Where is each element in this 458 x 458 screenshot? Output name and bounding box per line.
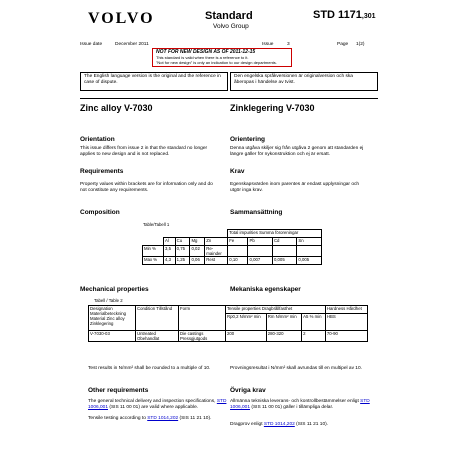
- table-cell: [272, 246, 296, 257]
- tensile-text-en-2: (SIS 11 21 10).: [179, 416, 212, 421]
- page-number: 1(2): [356, 42, 365, 47]
- table-2-label: Tabell / Table 2: [94, 298, 123, 303]
- table-row: [143, 230, 322, 238]
- composition-heading-sv: Sammansättning: [230, 209, 283, 216]
- std-1014-link-sv[interactable]: STD 1014,202: [263, 422, 295, 427]
- header-form: Form: [179, 306, 226, 331]
- table-cell: 0,005: [272, 257, 296, 265]
- std-1014-link[interactable]: STD 1014,202: [147, 416, 179, 421]
- composition-table: [142, 229, 322, 265]
- other-text-en-2: (SIS 11 00 01) are valid where applicable.: [109, 405, 199, 410]
- table-cell: 0,02: [190, 246, 205, 257]
- mechanical-heading-sv: Mekaniska egenskaper: [230, 286, 301, 293]
- subheader-rm: Rm N/mm² min: [266, 314, 301, 331]
- mechanical-table: [88, 305, 368, 342]
- subheader-hbs: HBS: [325, 314, 367, 331]
- column-header: Mg: [190, 238, 205, 246]
- warning-line-2: "Not for new design" is only an indication to our design departments.: [156, 60, 277, 65]
- header-condition: Condition Tillstånd: [136, 306, 179, 331]
- volvo-logo: VOLVO: [88, 10, 155, 27]
- column-header: Cd: [272, 238, 296, 246]
- table-cell: [175, 230, 190, 238]
- header-tensile: Tensile properties Dragbrållfasthet: [226, 306, 326, 314]
- title-sv: Zinklegering V-7030: [230, 103, 315, 113]
- std-number: [313, 9, 376, 21]
- table-cell: 3,5: [163, 246, 175, 257]
- other-text-sv: [230, 399, 370, 411]
- table-cell: V-7030-03: [89, 331, 136, 342]
- rounding-text-sv: Provningsresultat i N/mm² skall avrundas till en multipel av 10.: [230, 366, 362, 371]
- language-note-en: The English language version is the original and the reference in case of dispute.: [80, 72, 228, 91]
- orientation-heading-sv: Orientering: [230, 136, 266, 143]
- table-cell: 4,3: [163, 257, 175, 265]
- table-cell: [143, 230, 164, 238]
- requirements-heading-en: Requirements: [80, 168, 124, 175]
- header-hardness: Hardness Hårdhet: [325, 306, 367, 314]
- table-cell: 0,75: [175, 246, 190, 257]
- column-header: Pb: [248, 238, 272, 246]
- issue-label: Issue: [262, 42, 274, 47]
- language-note-sv: Den engelska språkversionen är originalversion och ska åberopas i händelse av tvist.: [230, 72, 378, 91]
- column-header: Zn: [205, 238, 228, 246]
- column-header: Sn: [297, 238, 322, 246]
- other-text-sv-1: Allmänna tekniska leverans- och kontrollbestämmelser enligt: [230, 399, 359, 404]
- table-row: [89, 331, 368, 342]
- tensile-text-sv: [230, 422, 370, 428]
- other-text-en-1: The general technical delivery and inspection specifications,: [88, 399, 216, 404]
- table-cell: [297, 246, 322, 257]
- table-cell: [205, 230, 228, 238]
- table-1-label: Table/Tabell 1: [143, 222, 170, 227]
- page-label: Page: [337, 42, 349, 47]
- table-row: [89, 306, 368, 314]
- subheader-rp02: Rp0,2 N/mm² min: [226, 314, 267, 331]
- table-cell: [143, 238, 164, 246]
- requirements-text-sv: Egenskapsvärden inom parentes är endast upplysningar och utgör inga krav.: [230, 182, 360, 193]
- row-label: Min %: [143, 246, 164, 257]
- table-cell: Die castings Pressgjutgods: [179, 331, 226, 342]
- orientation-heading-en: Orientation: [80, 136, 115, 143]
- table-cell: 2: [302, 331, 326, 342]
- table-cell: 1,25: [175, 257, 190, 265]
- requirements-text-en: Property values within brackets are for information only and do not constitute any requirements.: [80, 182, 213, 193]
- table-cell: [228, 246, 248, 257]
- column-header: Al: [163, 238, 175, 246]
- table-cell: 0,007: [248, 257, 272, 265]
- other-heading-sv: Övriga krav: [230, 387, 266, 394]
- warning-line-1: This standard is valid when there is a reference to it.: [156, 55, 249, 60]
- impurities-header: Total impurities Summa föroreningar: [228, 230, 322, 238]
- rounding-text-en: Test results in N/mm² shall be rounded to a multiple of 10.: [88, 366, 211, 371]
- table-row: [143, 238, 322, 246]
- table-row: [143, 246, 322, 257]
- row-label: Max %: [143, 257, 164, 265]
- divider: [80, 98, 378, 99]
- table-cell: Re-mainder: [205, 246, 228, 257]
- table-cell: 0,005: [297, 257, 322, 265]
- table-row: [143, 257, 322, 265]
- table-cell: 0,06: [190, 257, 205, 265]
- other-text-sv-2: (SIS 11 00 01) gäller i tillämpliga delar.: [251, 405, 334, 410]
- table-cell: 200: [226, 331, 267, 342]
- warning-title: NOT FOR NEW DESIGN AS OF 2011-12-15: [156, 49, 256, 55]
- doc-type: Standard: [205, 10, 253, 22]
- composition-heading-en: Composition: [80, 209, 120, 216]
- subheader-a5: A5 % min: [302, 314, 326, 331]
- issue-number: 3: [287, 42, 290, 47]
- table-cell: Untreated Obehandlat: [136, 331, 179, 342]
- column-header: Cu: [175, 238, 190, 246]
- not-for-new-design-box: [152, 48, 292, 67]
- std-1006-link-sv[interactable]: STD 1006,001: [230, 399, 370, 410]
- title-en: Zinc alloy V-7030: [80, 103, 153, 113]
- column-header: Fe: [228, 238, 248, 246]
- table-cell: Rest: [205, 257, 228, 265]
- table-cell: 0,10: [228, 257, 248, 265]
- std-1006-link[interactable]: STD 1006,001: [88, 399, 227, 410]
- tensile-text-sv-2: (SIS 11 21 10).: [296, 422, 329, 427]
- table-cell: [248, 246, 272, 257]
- requirements-heading-sv: Krav: [230, 168, 245, 175]
- mechanical-heading-en: Mechanical properties: [80, 286, 149, 293]
- issue-date-label: Issue date: [80, 42, 103, 47]
- std-number-main: STD 1171: [313, 9, 362, 21]
- orientation-text-en: This issue differs from issue 2 in that the standard no longer applies to new design and is not replaced.: [80, 146, 208, 157]
- header-designation: Designation Materialbeteckning Material Zinc alloy Zinklegering: [89, 306, 136, 331]
- tensile-text-en: [88, 416, 228, 422]
- table-cell: [163, 230, 175, 238]
- table-cell: [190, 230, 205, 238]
- other-heading-en: Other requirements: [88, 387, 149, 394]
- table-cell: 70-90: [325, 331, 367, 342]
- issue-date: December 2011: [115, 42, 149, 47]
- other-text-en: [88, 399, 228, 411]
- tensile-text-sv-1: Dragprov enligt: [230, 422, 263, 427]
- std-number-suffix: ,301: [361, 13, 376, 20]
- orientation-text-sv: Denna utgåva skiljer sig från utgåva 2 genom att standarden ej längre gäller för nykonstruktion och ej är ersatt.: [230, 146, 364, 157]
- tensile-text-en-1: Tensile testing according to: [88, 416, 146, 421]
- table-cell: 280-320: [266, 331, 301, 342]
- company-name: Volvo Group: [213, 23, 249, 30]
